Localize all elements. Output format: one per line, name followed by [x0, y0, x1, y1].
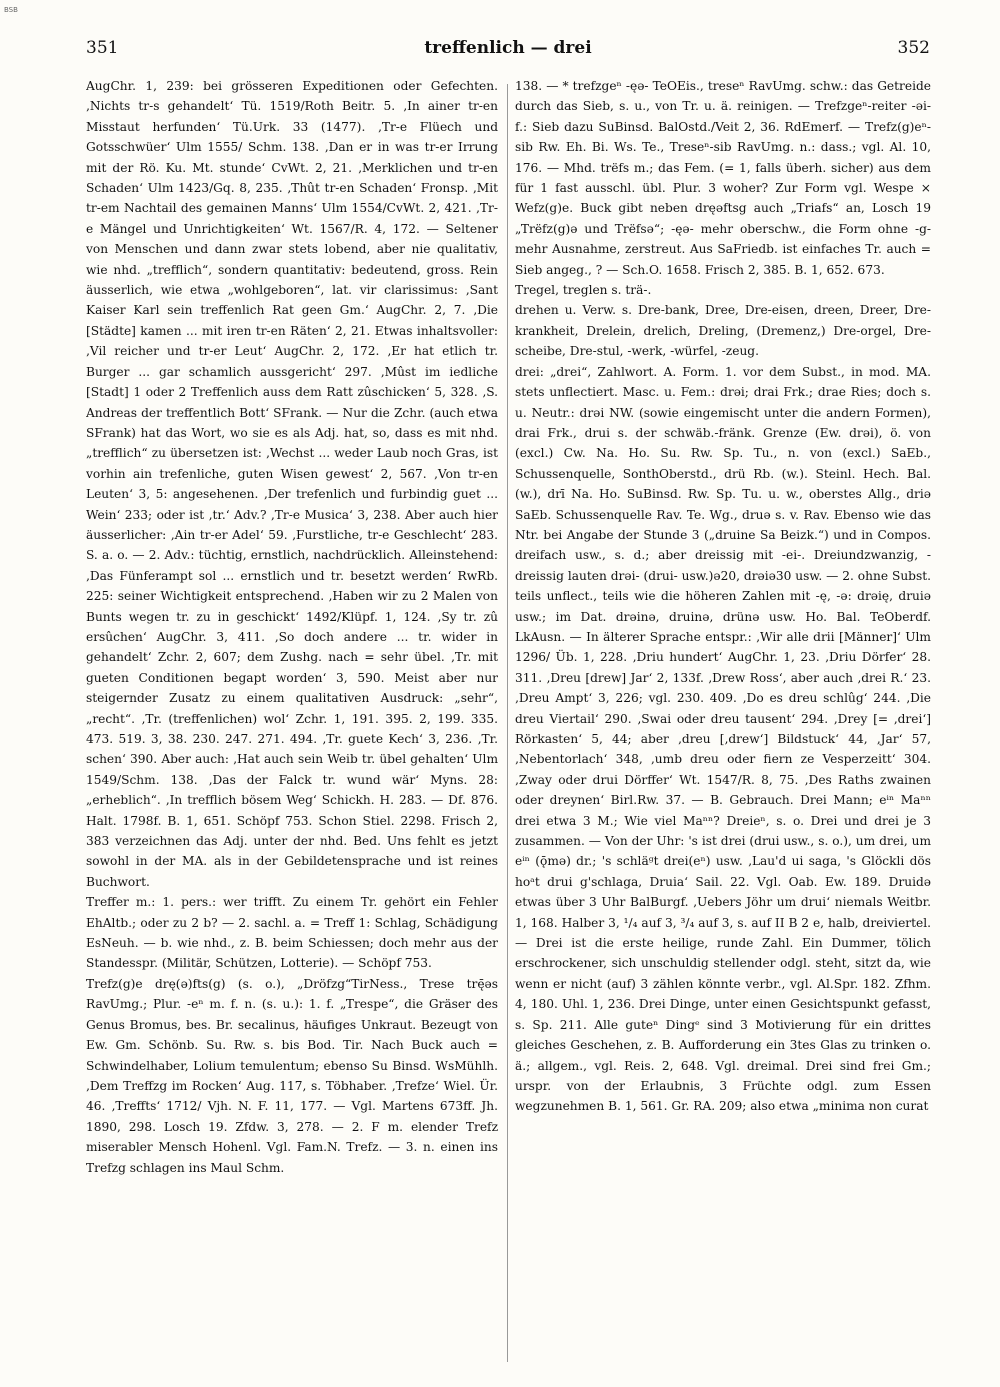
page-number-right: 352 [897, 38, 930, 58]
entry-treffenlich-continued: AugChr. 1, 239: bei grösseren Expeditionen oder Gefechten. ‚Nichts tr-s gehandelt‘ Tü. 1519/Roth Beitr. 5. ‚In ainer tr-en Misstaut herfunden‘ Tü.Urk. 33 (1477). ‚Tr-e Flüech und Gotsschwüer‘ Ulm 1555/ Schm. 138. ‚Dan er in was tr-er Irrung mit der Rö. Ku. Mt. stunde‘ CvWt. 2, 21. ‚Merklichen und tr-en Schaden‘ Ulm 1423/Gq. 8, 235. ‚Thût tr-en Schaden‘ Fronsp. ‚Mit tr-em Nachtail des gemainen Manns‘ Ulm 1554/CvWt. 2, 421. ‚Tr-e Mängel und Unrichtigkeiten‘ Wt. 1567/R. 4, 172. — Seltener von Menschen und dann zwar stets lobend, aber nie qualitativ, wie nhd. „trefflich“, sondern quantitativ: bedeutend, gross. Rein äusserlich, wie etwa „wohlgeboren“, lat. vir clarissimus: ‚Sant Kaiser Karl sein treffenlich Rat geen Gm.‘ AugChr. 2, 7. ‚Die [Städte] kamen ... mit iren tr-en Räten‘ 2, 21. Etwas inhaltsvoller: ‚Vil reicher und tr-er Leut‘ AugChr. 2, 172. ‚Er hat etlich tr. Burger ... gar schamlich aussgericht‘ 297. ‚Mûst im iedliche [Stadt] 1 oder 2 Treffenlich auss dem Ratt zûschicken‘ 5, 328. ‚S. Andreas der treffentlich Bott‘ SFrank. — Nur die Zchr. (auch etwa SFrank) hat das Wort, wo sie es als Adj. hat, so, dass es mit nhd. „trefflich“ zu übersetzen ist: ‚Wechst ... weder Laub noch Gras, ist vorhin ain trefenliche, guten Wisen gewest‘ 2, 567. ‚Von tr-en Leuten‘ 3, 5: angesehenen. ‚Der trefenlich und furbindig guet ... Wein‘ 233; oder ist ‚tr.‘ Adv.? ‚Tr-e Musica‘ 3, 238. Aber auch hier äusserlicher: ‚Ain tr-er Adel‘ 59. ‚Furstliche, tr-e Geschlecht‘ 283. S. a. o. — 2. Adv.: tüchtig, ernstlich, nachdrücklich. Alleinstehend: ‚Das Fünferampt sol ... ernstlich und tr. besetzt werden‘ RwRb. 225: seiner Wichtigkeit entsprechend. ‚Haben wir zu 2 Malen von Bunts wegen tr. zu in geschickt‘ 1492/Klüpf. 1, 124. ‚Sy tr. zû ersûchen‘ AugChr. 3, 411. ‚So doch andere ... tr. wider in gehandelt‘ Zchr. 2, 607; dem Zushg. nach = sehr übel. ‚Tr. mit gueten Conditionen begapt worden‘ 3, 590. Meist aber nur steigernder Zusatz zu einem qualitativen Ausdruck: „sehr“, „recht“. ‚Tr. (treffenlichen) wol‘ Zchr. 1, 191. 395. 2, 199. 335. 473. 519. 3, 38. 230. 247. 271. 494. ‚Tr. guete Kech‘ 3, 236. ‚Tr. schen‘ 390. Aber auch: ‚Hat auch sein Weib tr. übel gehalten‘ Ulm 1549/Schm. 138. ‚Das der Falck tr. wund wär‘ Myns. 28: „erheblich“. ‚In trefflich bösem Weg‘ Schickh. H. 283. — Df. 876. Halt. 1798f. B. 1, 651. Schöpf 753. Schon Stiel. 2298. Frisch 2, 383 verzeichnen das Adj. unter der nhd. Bed. Uns fehlt es jetzt sowohl in der MA. als in der Gebildetensprache und ist reines Buchwort. [86, 79, 498, 889]
entry-trefzge-continued: 138. — * trefzgeⁿ -ęə- TeOEis., treseⁿ RavUmg. schw.: das Getreide durch das Sieb, s. u., von Tr. u. ä. reinigen. — Trefzgeⁿ-reiter -əi- f.: Sieb dazu SuBinsd. BalOstd./Veit 2, 36. RdEmerf. — Trefz(g)eⁿ-sib Rw. Eh. Bi. Ws. Te., Treseⁿ-sib RavUmg. n.: dass.; vgl. Al. 10, 176. — Mhd. trëfs m.; das Fem. (= 1, falls überh. sicher) aus dem für 1 fast ausschl. übl. Plur. 3 woher? Zur Form vgl. Wespe × Wefz(g)e. Buck gibt neben dręəftsg auch „Triafs“ an, Losch 19 „Trëfz(g)ə und Trëfsə“; -ęə- mehr oberschw., die Form ohne -g- mehr Ausnahme, zerstreut. Aus SaFriedb. ist einfaches Tr. auch = Sieb angeg., ? — Sch.O. 1658. Frisch 2, 385. B. 1, 652. 673. [515, 79, 931, 277]
entry-tregel: Tregel, treglen s. trä-. [515, 283, 652, 298]
running-title: treffenlich — drei [424, 38, 592, 58]
page-number-left: 351 [86, 38, 119, 58]
entry-trefzge: Trefz(g)e drę(ə)fts(g) (s. o.), „Dröfzg“TirNess., Trese trę̄əs RavUmg.; Plur. -eⁿ m. f. n. (s. u.): 1. f. „Trespe“, die Gräser des Genus Bromus, bes. Br. secalinus, häufiges Unkraut. Bezeugt von Ew. Gm. Schönb. Su. Rw. s. bis Bod. Tir. Nach Buck auch = Schwindelhaber, Lolium temulentum; ebenso Su Binsd. WsMühlh. ‚Dem Treffzg im Rocken‘ Aug. 117, s. Töbhaber. ‚Trefze‘ Wiel. Ür. 46. ‚Treffts‘ 1712/ Vjh. N. F. 11, 177. — Vgl. Martens 673ff. Jh. 1890, 298. Losch 19. Zfdw. 3, 278. — 2. F m. elender Trefz miserabler Mensch Hohenl. Vgl. Fam.N. Trefz. — 3. n. einen ins Trefzg schlagen ins Maul Schm. [86, 976, 498, 1175]
entry-drei: drei: „drei“, Zahlwort. A. Form. 1. vor dem Subst., in mod. MA. stets unflectiert. Masc. u. Fem.: drəi; drai Frk.; drae Ries; doch s. u. Neutr.: drəi NW. (sowie eingemischt unter die andern Formen), drai Frk., drui s. der schwäb.-fränk. Grenze (Ew. drəi), ö. von (excl.) Cw. Na. Ho. Su. Rw. Sp. Tu., n. von (excl.) SaEb., Schussenquelle, SonthOberstd., drü Rb. (w.). Steinl. Hech. Bal. (w.), drī Na. Ho. SuBinsd. Rw. Sp. Tu. u. w., oberstes Allg., driə SaEb. Schussenquelle Rav. Te. Wg., druə s. v. Rav. Ebenso wie das Ntr. bei Angabe der Stunde 3 („druine Sa Beizk.“) und in Compos. dreifach usw., s. d.; aber dreissig mit -ei-. Dreiundzwanzig, -dreissig lauten drəi- (drui- usw.)ə20, drəiə30 usw. — 2. ohne Subst. teils unflect., teils wie die höheren Zahlen mit -ę, -ə: drəię, druiə usw.; im Dat. drəinə, druinə, drünə usw. Ho. Bal. TeOberdf. LkAusn. — In älterer Sprache entspr.: ‚Wir alle drii [Männer]‘ Ulm 1296/ Üb. 1, 228. ‚Driu hundert‘ AugChr. 1, 23. ‚Driu Dörfer‘ 28. 311. ‚Dreu [drew] Jar‘ 2, 133f. ‚Drew Ross‘, aber auch ‚drei R.‘ 23. ‚Dreu Ampt‘ 3, 226; vgl. 230. 409. ‚Do es dreu schlûg‘ 244. ‚Die dreu Viertail‘ 290. ‚Swai oder dreu tausent‘ 294. ‚Drey [= ‚drei‘] Rörkasten‘ 5, 44; aber ‚dreu [‚drew‘] Bildstuck‘ 44, ‚Jar‘ 57, ‚Nebentorlach‘ 348, ‚umb dreu oder fiern ze Vesperzeitt‘ 304. ‚Zway oder drui Dörffer‘ Wt. 1547/R. 8, 75. ‚Des Raths zwainen oder dreynen‘ Birl.Rw. 37. — B. Gebrauch. Drei Mann; eⁱⁿ Maⁿⁿ drei etwa 3 M.; Wie viel Maⁿⁿ? Dreieⁿ, s. o. Drei und drei je 3 zusammen. — Von der Uhr: 's ist drei (drui usw., s. o.), um drei, um eⁱⁿ (ǭmə) dr.; 's schläᵍt drei(eⁿ) usw. ‚Lau'd ui saga, 's Glöckli dös hoᵃt drui g'schlaga, Druia‘ Sail. 22. Vgl. Oab. Ew. 189. Druidə etwas über 3 Uhr BalBurgf. ‚Uebers Jöhr um drui‘ niemals Weitbr. 1, 168. Halber 3, ¹/₄ auf 3, ³/₄ auf 3, s. auf II B 2 e, halb, dreiviertel. — Drei ist die erste heilige, runde Zahl. Ein Dummer, tölich erschrockener, sich unschuldig stellender odgl. steht, sitzt da, wie wenn er nicht (auf) 3 zählen könnte verbr., vgl. Al.Spr. 182. Zfhm. 4, 180. Uhl. 1, 236. Drei Dinge, unter einen Gesichtspunkt gefasst, s. Sp. 211. Alle guteⁿ Dingᵉ sind 3 Motivierung für ein drittes gleiches Geschehen, z. B. Aufforderung ein 3tes Glas zu trinken o. ä.; allgem., vgl. Reis. 2, 648. Vgl. dreimal. Drei sind frei Gm.; urspr. von der Erlaubnis, 3 Früchte odgl. zum Essen wegzunehmen B. 1, 561. Gr. RA. 209; also etwa „minima non curat [515, 364, 931, 1114]
library-stamp: BSB [4, 6, 18, 14]
column-divider [507, 84, 508, 1362]
page-header [86, 38, 930, 66]
left-column [86, 76, 498, 1376]
entry-drehen: drehen u. Verw. s. Dre-bank, Dree, Dre-eisen, dreen, Dreer, Dre-krankheit, Drelein, drelich, Dreling, (Dremenz,) Dre-orgel, Dre-scheibe, Dre-stul, -werk, -würfel, -zeug. [515, 303, 931, 359]
entry-treffer: Treffer m.: 1. pers.: wer trifft. Zu einem Tr. gehört ein Fehler EhAltb.; oder zu 2 b? — 2. sachl. a. = Treff 1: Schlag, Schädigung EsNeuh. — b. wie nhd., z. B. beim Schiessen; doch mehr aus der Standesspr. (Militär, Schützen, Lotterie). — Schöpf 753. [86, 895, 498, 971]
right-column [515, 76, 931, 1376]
